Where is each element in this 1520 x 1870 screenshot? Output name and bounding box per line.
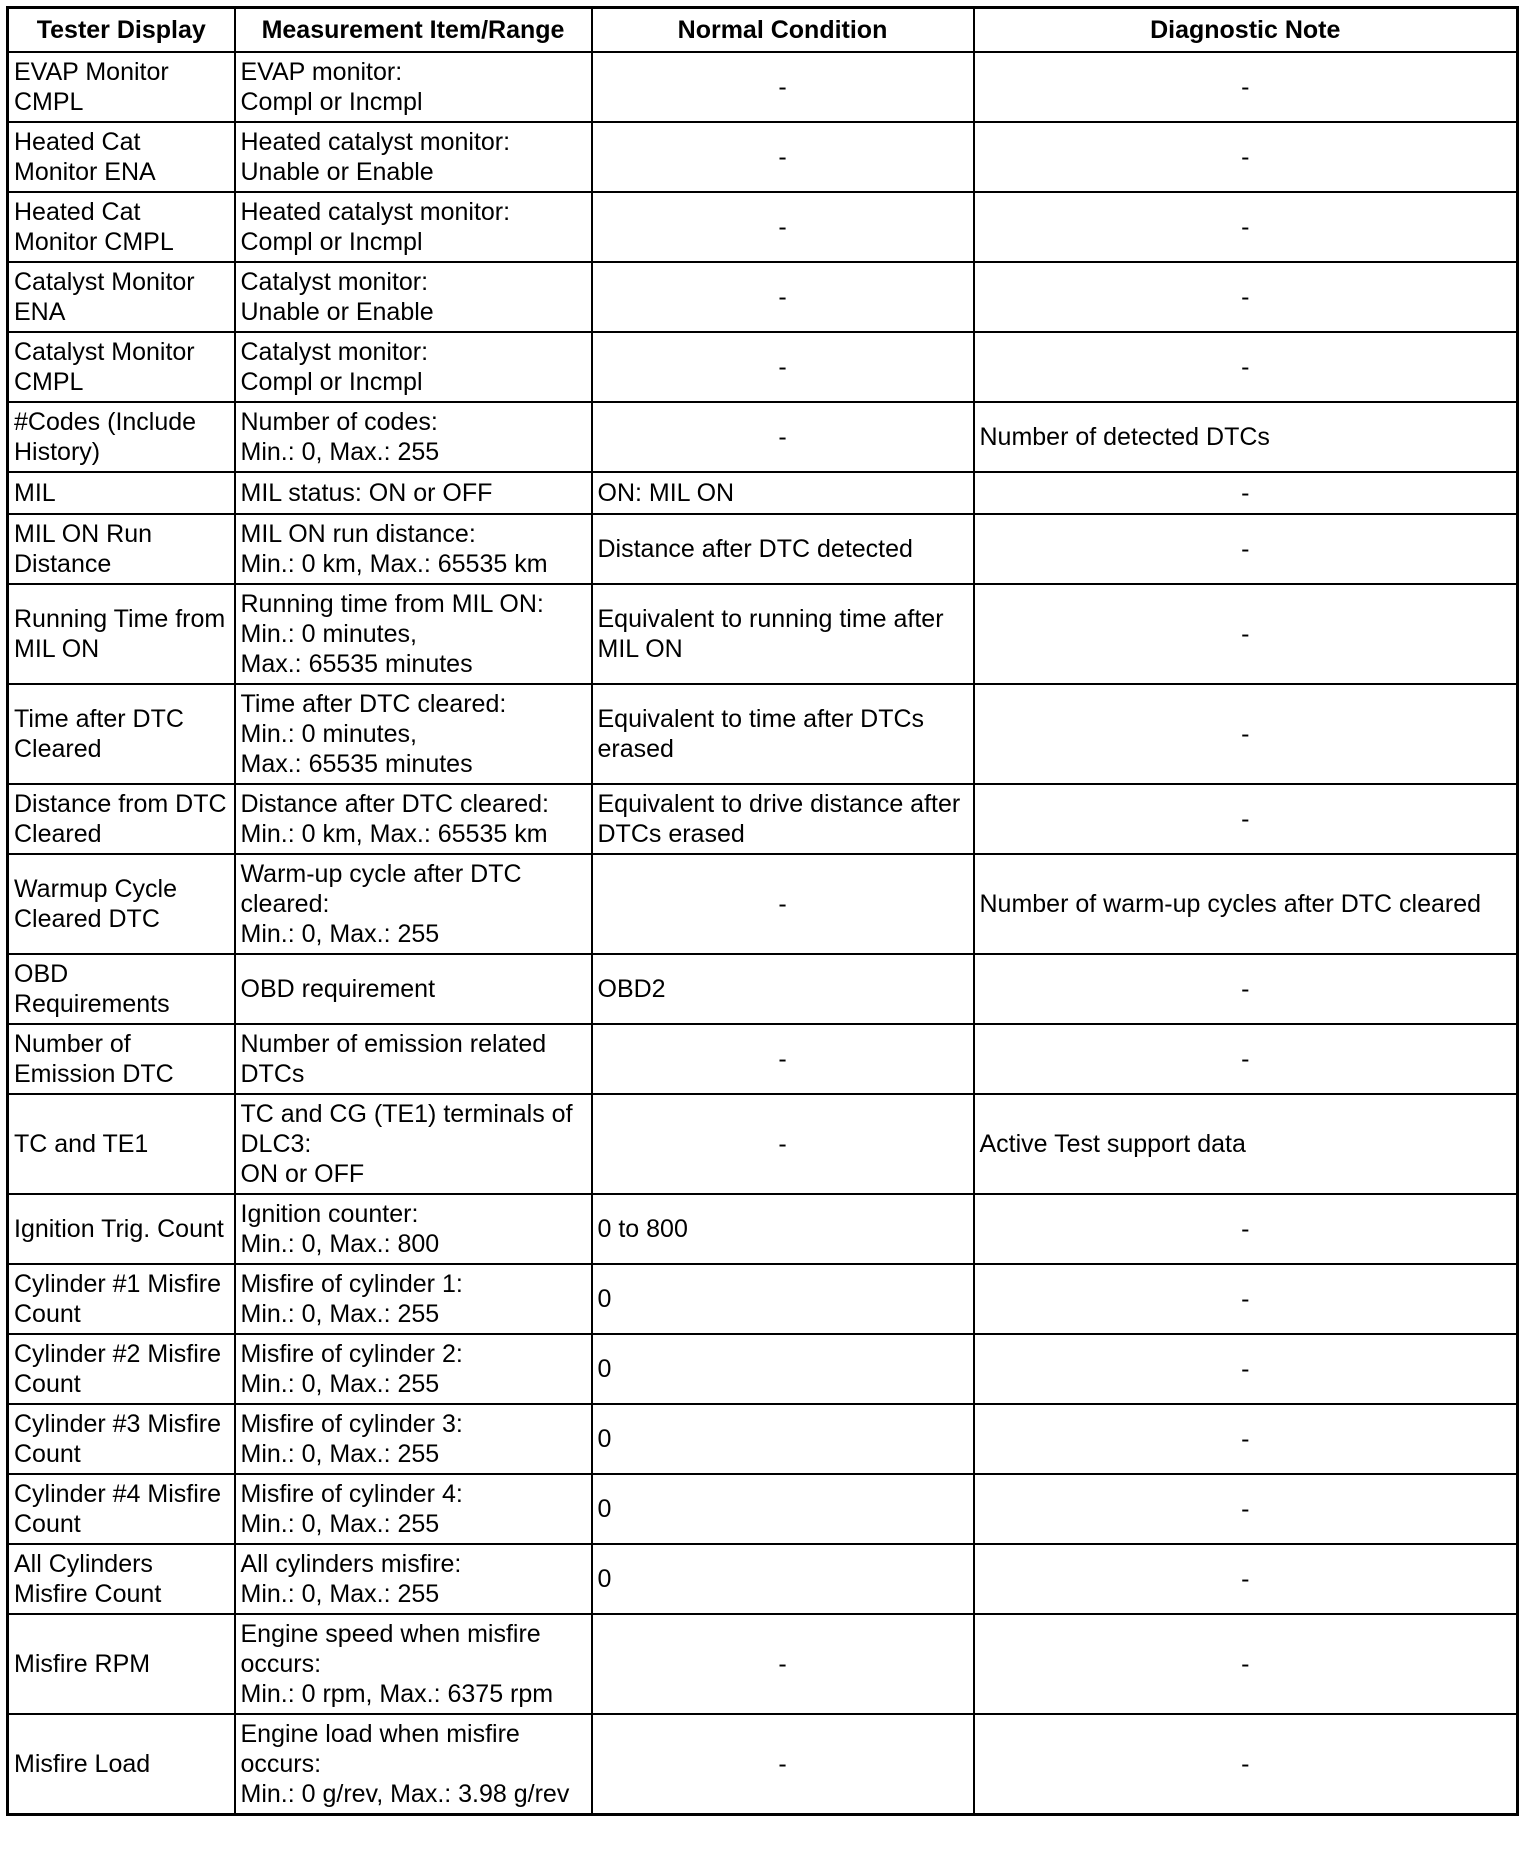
cell-tester-display: Time after DTC Cleared	[8, 684, 235, 784]
cell-normal-condition: -	[592, 52, 974, 122]
cell-tester-display: MIL	[8, 472, 235, 514]
cell-measurement-item: Misfire of cylinder 1: Min.: 0, Max.: 255	[235, 1264, 592, 1334]
cell-normal-condition: -	[592, 1024, 974, 1094]
table-row	[8, 514, 1518, 584]
cell-measurement-item: Heated catalyst monitor: Unable or Enable	[235, 122, 592, 192]
table-row	[8, 854, 1518, 954]
cell-tester-display: TC and TE1	[8, 1094, 235, 1194]
table-row	[8, 472, 1518, 514]
cell-diagnostic-note: -	[974, 514, 1518, 584]
table-row	[8, 402, 1518, 472]
table-row	[8, 192, 1518, 262]
cell-normal-condition: Equivalent to running time after MIL ON	[592, 584, 974, 684]
table-row	[8, 584, 1518, 684]
cell-measurement-item: Engine speed when misfire occurs: Min.: 0 rpm, Max.: 6375 rpm	[235, 1614, 592, 1714]
cell-measurement-item: Engine load when misfire occurs: Min.: 0 g/rev, Max.: 3.98 g/rev	[235, 1714, 592, 1815]
cell-diagnostic-note: -	[974, 1544, 1518, 1614]
table-row	[8, 1544, 1518, 1614]
table-row	[8, 684, 1518, 784]
cell-tester-display: Ignition Trig. Count	[8, 1194, 235, 1264]
cell-normal-condition: -	[592, 402, 974, 472]
cell-tester-display: #Codes (Include History)	[8, 402, 235, 472]
document-page	[6, 6, 1519, 1816]
cell-tester-display: Distance from DTC Cleared	[8, 784, 235, 854]
table-row	[8, 52, 1518, 122]
cell-measurement-item: Misfire of cylinder 4: Min.: 0, Max.: 255	[235, 1474, 592, 1544]
cell-diagnostic-note: Active Test support data	[974, 1094, 1518, 1194]
cell-diagnostic-note: -	[974, 1714, 1518, 1815]
cell-diagnostic-note: -	[974, 784, 1518, 854]
cell-measurement-item: Ignition counter: Min.: 0, Max.: 800	[235, 1194, 592, 1264]
cell-normal-condition: -	[592, 192, 974, 262]
cell-measurement-item: Number of emission related DTCs	[235, 1024, 592, 1094]
cell-tester-display: Misfire RPM	[8, 1614, 235, 1714]
cell-measurement-item: Warm-up cycle after DTC cleared: Min.: 0, Max.: 255	[235, 854, 592, 954]
table-row	[8, 1194, 1518, 1264]
cell-tester-display: All Cylinders Misfire Count	[8, 1544, 235, 1614]
table-row	[8, 1404, 1518, 1474]
table-body	[8, 52, 1518, 1815]
cell-normal-condition: Equivalent to time after DTCs erased	[592, 684, 974, 784]
header-diagnostic-note: Diagnostic Note	[974, 8, 1518, 53]
table-header-row	[8, 8, 1518, 53]
table-row	[8, 1024, 1518, 1094]
cell-tester-display: Catalyst Monitor ENA	[8, 262, 235, 332]
cell-normal-condition: -	[592, 1714, 974, 1815]
cell-measurement-item: Catalyst monitor: Compl or Incmpl	[235, 332, 592, 402]
cell-measurement-item: Number of codes: Min.: 0, Max.: 255	[235, 402, 592, 472]
cell-normal-condition: 0	[592, 1334, 974, 1404]
cell-measurement-item: Heated catalyst monitor: Compl or Incmpl	[235, 192, 592, 262]
cell-tester-display: Cylinder #2 Misfire Count	[8, 1334, 235, 1404]
table-row	[8, 1334, 1518, 1404]
cell-measurement-item: TC and CG (TE1) terminals of DLC3: ON or OFF	[235, 1094, 592, 1194]
header-tester-display: Tester Display	[8, 8, 235, 53]
cell-tester-display: OBD Requirements	[8, 954, 235, 1024]
cell-diagnostic-note: -	[974, 332, 1518, 402]
cell-normal-condition: OBD2	[592, 954, 974, 1024]
cell-normal-condition: Distance after DTC detected	[592, 514, 974, 584]
cell-tester-display: MIL ON Run Distance	[8, 514, 235, 584]
cell-diagnostic-note: -	[974, 1614, 1518, 1714]
cell-normal-condition: 0	[592, 1264, 974, 1334]
cell-tester-display: Cylinder #1 Misfire Count	[8, 1264, 235, 1334]
cell-normal-condition: -	[592, 854, 974, 954]
cell-normal-condition: 0	[592, 1544, 974, 1614]
cell-tester-display: Number of Emission DTC	[8, 1024, 235, 1094]
data-list-table	[6, 6, 1519, 1816]
cell-tester-display: Warmup Cycle Cleared DTC	[8, 854, 235, 954]
cell-normal-condition: 0	[592, 1404, 974, 1474]
table-row	[8, 1474, 1518, 1544]
cell-diagnostic-note: -	[974, 262, 1518, 332]
table-row	[8, 262, 1518, 332]
cell-normal-condition: ON: MIL ON	[592, 472, 974, 514]
cell-diagnostic-note: -	[974, 1264, 1518, 1334]
cell-tester-display: Catalyst Monitor CMPL	[8, 332, 235, 402]
cell-normal-condition: -	[592, 1094, 974, 1194]
cell-diagnostic-note: -	[974, 1404, 1518, 1474]
cell-tester-display: Running Time from MIL ON	[8, 584, 235, 684]
cell-normal-condition: Equivalent to drive distance after DTCs erased	[592, 784, 974, 854]
cell-normal-condition: -	[592, 332, 974, 402]
cell-tester-display: Cylinder #3 Misfire Count	[8, 1404, 235, 1474]
cell-diagnostic-note: Number of warm-up cycles after DTC cleared	[974, 854, 1518, 954]
cell-measurement-item: OBD requirement	[235, 954, 592, 1024]
cell-normal-condition: 0 to 800	[592, 1194, 974, 1264]
cell-tester-display: Cylinder #4 Misfire Count	[8, 1474, 235, 1544]
table-row	[8, 1614, 1518, 1714]
cell-diagnostic-note: -	[974, 584, 1518, 684]
cell-diagnostic-note: Number of detected DTCs	[974, 402, 1518, 472]
cell-diagnostic-note: -	[974, 1024, 1518, 1094]
cell-diagnostic-note: -	[974, 472, 1518, 514]
cell-normal-condition: 0	[592, 1474, 974, 1544]
cell-diagnostic-note: -	[974, 1474, 1518, 1544]
table-row	[8, 784, 1518, 854]
cell-tester-display: Heated Cat Monitor ENA	[8, 122, 235, 192]
cell-diagnostic-note: -	[974, 52, 1518, 122]
cell-normal-condition: -	[592, 122, 974, 192]
cell-diagnostic-note: -	[974, 122, 1518, 192]
cell-measurement-item: Catalyst monitor: Unable or Enable	[235, 262, 592, 332]
cell-measurement-item: Running time from MIL ON: Min.: 0 minutes, Max.: 65535 minutes	[235, 584, 592, 684]
cell-measurement-item: Misfire of cylinder 3: Min.: 0, Max.: 255	[235, 1404, 592, 1474]
cell-diagnostic-note: -	[974, 684, 1518, 784]
cell-tester-display: Heated Cat Monitor CMPL	[8, 192, 235, 262]
header-normal-condition: Normal Condition	[592, 8, 974, 53]
cell-diagnostic-note: -	[974, 1194, 1518, 1264]
table-row	[8, 954, 1518, 1024]
cell-measurement-item: MIL status: ON or OFF	[235, 472, 592, 514]
cell-tester-display: Misfire Load	[8, 1714, 235, 1815]
cell-normal-condition: -	[592, 1614, 974, 1714]
cell-measurement-item: Misfire of cylinder 2: Min.: 0, Max.: 255	[235, 1334, 592, 1404]
header-measurement-item: Measurement Item/Range	[235, 8, 592, 53]
cell-measurement-item: MIL ON run distance: Min.: 0 km, Max.: 65535 km	[235, 514, 592, 584]
table-row	[8, 122, 1518, 192]
cell-measurement-item: All cylinders misfire: Min.: 0, Max.: 255	[235, 1544, 592, 1614]
cell-measurement-item: Distance after DTC cleared: Min.: 0 km, Max.: 65535 km	[235, 784, 592, 854]
table-row	[8, 1094, 1518, 1194]
cell-measurement-item: EVAP monitor: Compl or Incmpl	[235, 52, 592, 122]
table-row	[8, 1714, 1518, 1815]
cell-measurement-item: Time after DTC cleared: Min.: 0 minutes, Max.: 65535 minutes	[235, 684, 592, 784]
cell-diagnostic-note: -	[974, 192, 1518, 262]
table-row	[8, 332, 1518, 402]
cell-tester-display: EVAP Monitor CMPL	[8, 52, 235, 122]
cell-normal-condition: -	[592, 262, 974, 332]
cell-diagnostic-note: -	[974, 954, 1518, 1024]
table-row	[8, 1264, 1518, 1334]
cell-diagnostic-note: -	[974, 1334, 1518, 1404]
